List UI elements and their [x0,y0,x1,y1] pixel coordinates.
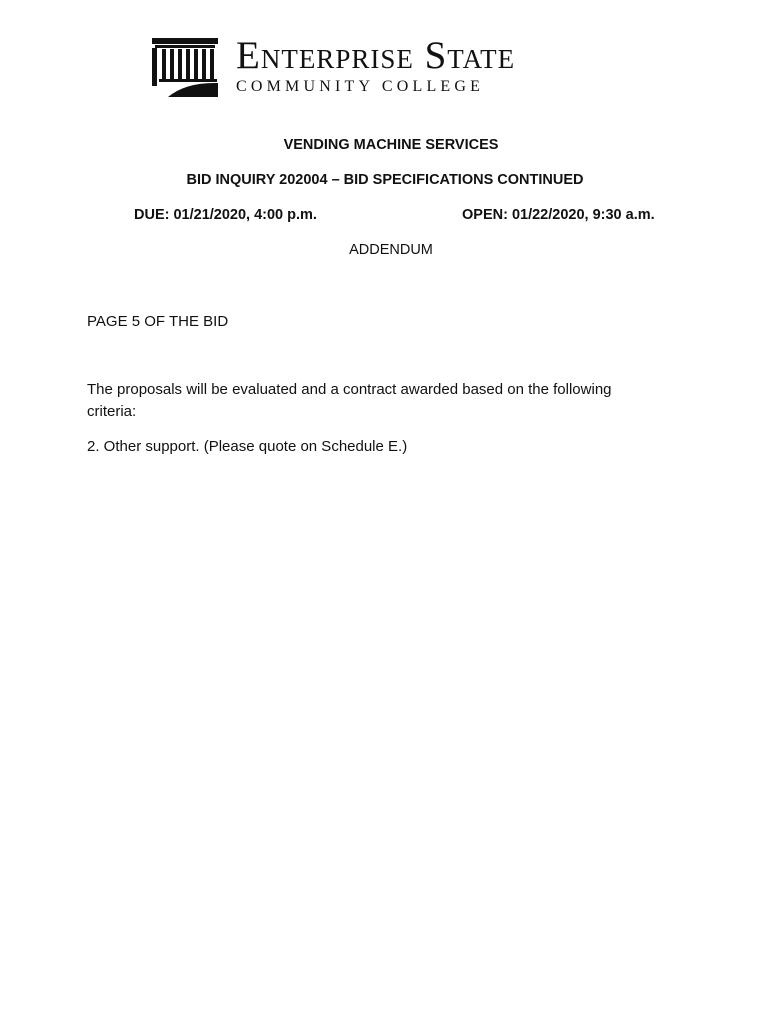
addendum-label: ADDENDUM [349,242,433,258]
college-subname: COMMUNITY COLLEGE [236,78,485,95]
open-date: OPEN: 01/22/2020, 9:30 a.m. [462,207,655,223]
criteria-intro-line-2: criteria: [87,403,137,420]
criteria-item-2: 2. Other support. (Please quote on Schedule E.) [87,438,408,455]
college-name: Enterprise State [236,34,516,77]
document-title: VENDING MACHINE SERVICES [283,137,499,153]
bid-inquiry-heading: BID INQUIRY 202004 – BID SPECIFICATIONS CONTINUED [186,172,584,188]
due-date: DUE: 01/21/2020, 4:00 p.m. [134,207,317,223]
columned-building-icon [150,36,220,98]
criteria-intro-line-1: The proposals will be evaluated and a contract awarded based on the following [87,381,612,398]
page-reference: PAGE 5 OF THE BID [87,313,229,330]
